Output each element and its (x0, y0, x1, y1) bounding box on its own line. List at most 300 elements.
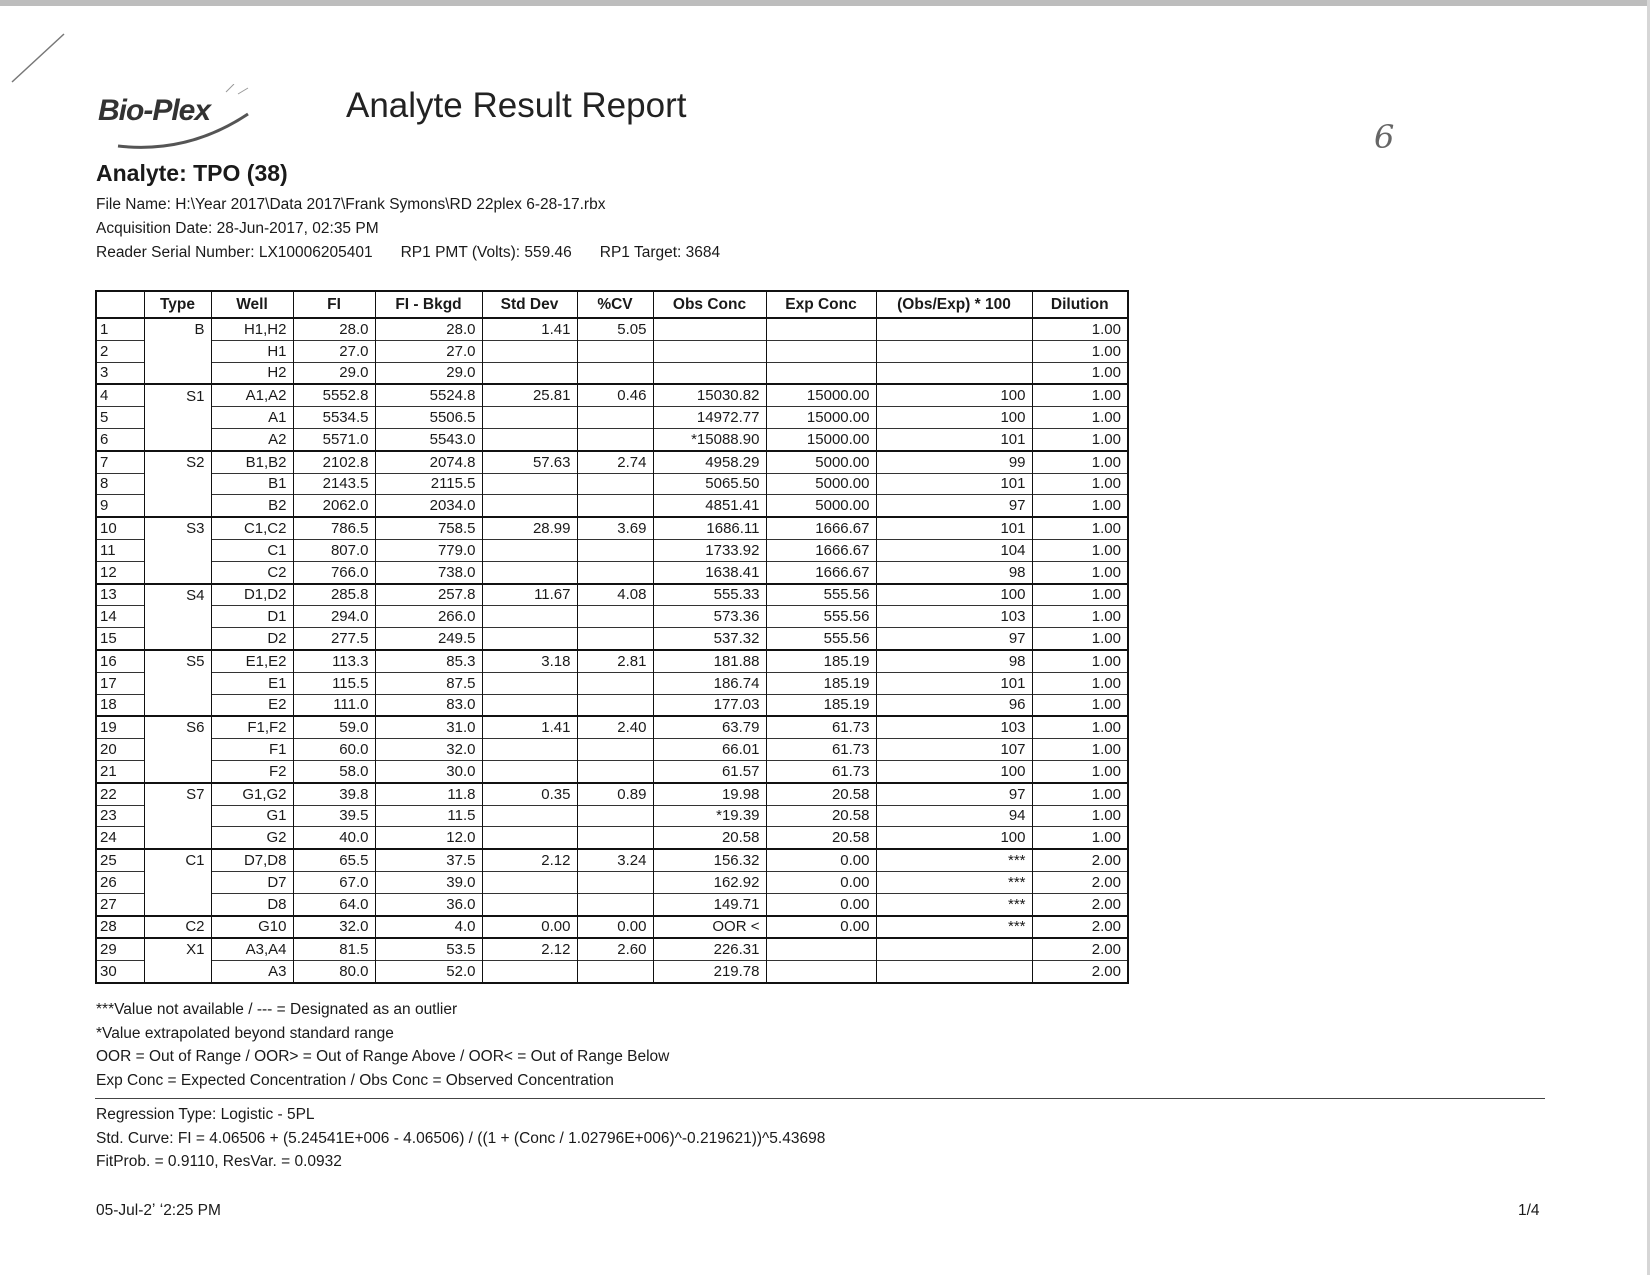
bio-plex-logo (98, 84, 268, 154)
row-index: 5 (96, 407, 144, 429)
row-type (144, 760, 211, 782)
file-name: File Name: H:\Year 2017\Data 2017\Frank Symons\RD 22plex 6-28-17.rbx (96, 196, 606, 213)
row-index: 20 (96, 739, 144, 761)
row-index: 7 (96, 451, 144, 473)
row-exp-conc: 0.00 (766, 893, 876, 915)
row-exp-conc (766, 938, 876, 960)
row-fi: 786.5 (293, 517, 375, 539)
row-fi-bkgd: 29.0 (375, 362, 482, 384)
reader-info (96, 244, 720, 262)
results-table (95, 290, 1129, 984)
row-well: C1,C2 (211, 517, 293, 539)
col-header-std-dev: Std Dev (482, 291, 577, 318)
row-obs-conc: 573.36 (653, 606, 766, 628)
row-exp-conc: 5000.00 (766, 473, 876, 495)
row-obs-exp-ratio: 101 (876, 517, 1032, 539)
row-well: A2 (211, 428, 293, 450)
col-header-obs-exp-ratio: (Obs/Exp) * 100 (876, 291, 1032, 318)
row-obs-exp-ratio: 97 (876, 628, 1032, 650)
rp1-target: RP1 Target: 3684 (599, 244, 721, 261)
row-index: 12 (96, 561, 144, 583)
row-obs-exp-ratio (876, 938, 1032, 960)
row-dilution: 1.00 (1032, 407, 1128, 429)
row-fi-bkgd: 32.0 (375, 739, 482, 761)
row-well: B1,B2 (211, 451, 293, 473)
row-fi: 60.0 (293, 739, 375, 761)
row-obs-conc (653, 340, 766, 362)
row-exp-conc: 15000.00 (766, 428, 876, 450)
row-dilution: 1.00 (1032, 672, 1128, 694)
table-row (96, 628, 1128, 650)
row-index: 17 (96, 672, 144, 694)
row-type: S5 (144, 650, 211, 672)
row-obs-exp-ratio: 97 (876, 783, 1032, 805)
row-index: 2 (96, 340, 144, 362)
row-dilution: 1.00 (1032, 606, 1128, 628)
row-fi-bkgd: 758.5 (375, 517, 482, 539)
row-exp-conc: 61.73 (766, 716, 876, 738)
row-obs-conc: 177.03 (653, 694, 766, 716)
table-row (96, 783, 1128, 805)
row-fi-bkgd: 779.0 (375, 539, 482, 561)
table-row (96, 760, 1128, 782)
row-std-dev (482, 628, 577, 650)
row-type: S3 (144, 517, 211, 539)
row-fi-bkgd: 2074.8 (375, 451, 482, 473)
row-index: 6 (96, 428, 144, 450)
note-out-of-range: OOR = Out of Range / OOR> = Out of Range Above / OOR< = Out of Range Below (96, 1048, 670, 1065)
row-obs-conc: 19.98 (653, 783, 766, 805)
row-type: S7 (144, 783, 211, 805)
row-index: 1 (96, 318, 144, 340)
row-index: 13 (96, 584, 144, 606)
row-dilution: 1.00 (1032, 495, 1128, 517)
row-obs-exp-ratio: 104 (876, 539, 1032, 561)
row-obs-conc (653, 362, 766, 384)
col-header-obs-conc: Obs Conc (653, 291, 766, 318)
row-fi-bkgd: 36.0 (375, 893, 482, 915)
row-exp-conc: 1666.67 (766, 517, 876, 539)
row-fi-bkgd: 257.8 (375, 584, 482, 606)
row-cv: 0.00 (577, 916, 653, 939)
row-exp-conc: 15000.00 (766, 384, 876, 406)
row-fi: 58.0 (293, 760, 375, 782)
row-obs-conc: 156.32 (653, 849, 766, 871)
row-well: D7 (211, 871, 293, 893)
row-obs-conc: 149.71 (653, 893, 766, 915)
row-fi: 29.0 (293, 362, 375, 384)
standard-curve: Std. Curve: FI = 4.06506 + (5.24541E+006 - 4.06506) / ((1 + (Conc / 1.02796E+006)^-0.219621))^5.43698 (96, 1129, 826, 1147)
row-well: G1 (211, 805, 293, 827)
row-fi-bkgd: 30.0 (375, 760, 482, 782)
row-well: D8 (211, 893, 293, 915)
table-row (96, 938, 1128, 960)
row-fi: 113.3 (293, 650, 375, 672)
row-dilution: 1.00 (1032, 783, 1128, 805)
row-fi-bkgd: 11.8 (375, 783, 482, 805)
row-well: F2 (211, 760, 293, 782)
row-fi: 285.8 (293, 584, 375, 606)
row-std-dev (482, 606, 577, 628)
row-obs-conc: 4851.41 (653, 495, 766, 517)
row-index: 23 (96, 805, 144, 827)
row-type (144, 428, 211, 450)
legend-notes (96, 998, 669, 1092)
table-row (96, 495, 1128, 517)
row-obs-exp-ratio: 100 (876, 827, 1032, 849)
row-obs-conc: 15030.82 (653, 384, 766, 406)
row-dilution: 1.00 (1032, 428, 1128, 450)
row-dilution: 1.00 (1032, 650, 1128, 672)
table-row (96, 716, 1128, 738)
col-header-cv: %CV (577, 291, 653, 318)
row-std-dev (482, 893, 577, 915)
row-obs-exp-ratio (876, 340, 1032, 362)
scan-edge (0, 0, 1650, 6)
row-std-dev (482, 805, 577, 827)
row-std-dev: 0.00 (482, 916, 577, 939)
row-type (144, 628, 211, 650)
row-index: 14 (96, 606, 144, 628)
row-obs-conc: 5065.50 (653, 473, 766, 495)
row-obs-conc: 181.88 (653, 650, 766, 672)
row-std-dev (482, 871, 577, 893)
row-std-dev: 25.81 (482, 384, 577, 406)
row-fi: 28.0 (293, 318, 375, 340)
table-row (96, 694, 1128, 716)
row-std-dev: 1.41 (482, 318, 577, 340)
row-fi: 115.5 (293, 672, 375, 694)
row-index: 3 (96, 362, 144, 384)
row-fi-bkgd: 249.5 (375, 628, 482, 650)
row-fi-bkgd: 5543.0 (375, 428, 482, 450)
row-well: E2 (211, 694, 293, 716)
row-exp-conc (766, 362, 876, 384)
row-type (144, 340, 211, 362)
table-row (96, 672, 1128, 694)
row-index: 29 (96, 938, 144, 960)
footer-page-number: 1/4 (1518, 1202, 1540, 1219)
table-row (96, 916, 1128, 939)
acquisition-date: Acquisition Date: 28-Jun-2017, 02:35 PM (96, 220, 379, 237)
row-exp-conc: 1666.67 (766, 561, 876, 583)
report-title: Analyte Result Report (346, 86, 687, 125)
row-dilution: 2.00 (1032, 893, 1128, 915)
row-obs-exp-ratio: 107 (876, 739, 1032, 761)
row-type: C2 (144, 916, 211, 939)
row-cv: 2.60 (577, 938, 653, 960)
row-dilution: 1.00 (1032, 340, 1128, 362)
row-cv (577, 628, 653, 650)
table-row (96, 428, 1128, 450)
row-std-dev (482, 672, 577, 694)
row-fi: 67.0 (293, 871, 375, 893)
row-exp-conc: 185.19 (766, 694, 876, 716)
analyte-heading: Analyte: TPO (38) (96, 160, 288, 186)
row-cv (577, 340, 653, 362)
row-fi-bkgd: 4.0 (375, 916, 482, 939)
row-obs-conc: 1638.41 (653, 561, 766, 583)
row-cv: 0.89 (577, 783, 653, 805)
row-well: A1 (211, 407, 293, 429)
row-obs-conc: *15088.90 (653, 428, 766, 450)
row-obs-exp-ratio: 100 (876, 384, 1032, 406)
row-fi: 32.0 (293, 916, 375, 939)
row-cv (577, 805, 653, 827)
row-fi-bkgd: 83.0 (375, 694, 482, 716)
row-dilution: 1.00 (1032, 318, 1128, 340)
row-fi: 111.0 (293, 694, 375, 716)
row-exp-conc: 61.73 (766, 760, 876, 782)
handwritten-page-mark: 6 (1374, 118, 1395, 156)
table-row (96, 871, 1128, 893)
row-well: C1 (211, 539, 293, 561)
row-index: 19 (96, 716, 144, 738)
row-obs-exp-ratio: 100 (876, 407, 1032, 429)
row-type (144, 539, 211, 561)
row-cv: 3.69 (577, 517, 653, 539)
row-type: X1 (144, 938, 211, 960)
note-extrapolated: *Value extrapolated beyond standard range (96, 1024, 394, 1042)
row-exp-conc: 185.19 (766, 650, 876, 672)
row-index: 21 (96, 760, 144, 782)
row-dilution: 1.00 (1032, 827, 1128, 849)
row-cv: 4.08 (577, 584, 653, 606)
row-well: H2 (211, 362, 293, 384)
row-type: B (144, 318, 211, 340)
row-index: 11 (96, 539, 144, 561)
row-index: 16 (96, 650, 144, 672)
row-fi-bkgd: 5506.5 (375, 407, 482, 429)
row-type (144, 871, 211, 893)
row-obs-exp-ratio: 101 (876, 428, 1032, 450)
row-cv: 2.74 (577, 451, 653, 473)
row-obs-conc: OOR < (653, 916, 766, 939)
row-well: A3,A4 (211, 938, 293, 960)
table-row (96, 606, 1128, 628)
row-fi-bkgd: 52.0 (375, 961, 482, 983)
row-dilution: 1.00 (1032, 739, 1128, 761)
row-std-dev (482, 362, 577, 384)
row-cv (577, 827, 653, 849)
row-std-dev (482, 495, 577, 517)
row-index: 26 (96, 871, 144, 893)
table-row (96, 384, 1128, 406)
row-type (144, 672, 211, 694)
row-obs-conc: *19.39 (653, 805, 766, 827)
section-divider (95, 1098, 1545, 1099)
row-index: 22 (96, 783, 144, 805)
row-dilution: 1.00 (1032, 473, 1128, 495)
row-obs-exp-ratio: 103 (876, 606, 1032, 628)
row-well: G2 (211, 827, 293, 849)
row-std-dev: 2.12 (482, 938, 577, 960)
row-fi-bkgd: 37.5 (375, 849, 482, 871)
table-row (96, 539, 1128, 561)
row-obs-conc: 14972.77 (653, 407, 766, 429)
row-std-dev: 0.35 (482, 783, 577, 805)
row-obs-conc: 1733.92 (653, 539, 766, 561)
row-std-dev (482, 827, 577, 849)
row-fi: 65.5 (293, 849, 375, 871)
table-row (96, 407, 1128, 429)
row-obs-conc: 66.01 (653, 739, 766, 761)
row-exp-conc: 15000.00 (766, 407, 876, 429)
row-type: S1 (144, 384, 211, 406)
row-std-dev (482, 340, 577, 362)
row-obs-exp-ratio: 100 (876, 760, 1032, 782)
row-std-dev: 11.67 (482, 584, 577, 606)
row-fi: 27.0 (293, 340, 375, 362)
row-exp-conc: 20.58 (766, 805, 876, 827)
row-cv (577, 561, 653, 583)
row-obs-conc: 61.57 (653, 760, 766, 782)
row-std-dev (482, 760, 577, 782)
row-std-dev (482, 473, 577, 495)
table-row (96, 650, 1128, 672)
row-obs-exp-ratio: *** (876, 916, 1032, 939)
row-fi: 294.0 (293, 606, 375, 628)
row-exp-conc (766, 318, 876, 340)
row-index: 24 (96, 827, 144, 849)
fit-probability: FitProb. = 0.9110, ResVar. = 0.0932 (96, 1153, 342, 1170)
table-row (96, 561, 1128, 583)
row-fi-bkgd: 738.0 (375, 561, 482, 583)
row-fi: 39.8 (293, 783, 375, 805)
row-fi-bkgd: 39.0 (375, 871, 482, 893)
row-obs-exp-ratio (876, 362, 1032, 384)
row-exp-conc (766, 961, 876, 983)
row-exp-conc: 185.19 (766, 672, 876, 694)
row-dilution: 1.00 (1032, 716, 1128, 738)
row-fi-bkgd: 11.5 (375, 805, 482, 827)
row-index: 8 (96, 473, 144, 495)
row-dilution: 1.00 (1032, 805, 1128, 827)
row-obs-exp-ratio: 101 (876, 672, 1032, 694)
row-fi-bkgd: 87.5 (375, 672, 482, 694)
row-exp-conc: 555.56 (766, 584, 876, 606)
row-obs-conc: 63.79 (653, 716, 766, 738)
row-std-dev (482, 739, 577, 761)
row-dilution: 1.00 (1032, 384, 1128, 406)
row-index: 18 (96, 694, 144, 716)
row-dilution: 1.00 (1032, 561, 1128, 583)
row-fi: 5571.0 (293, 428, 375, 450)
row-cv (577, 473, 653, 495)
row-type (144, 827, 211, 849)
row-std-dev: 3.18 (482, 650, 577, 672)
footer-print-date: 05-Jul-2ʼ ʻ2:25 PM (96, 1202, 221, 1219)
row-obs-exp-ratio: 97 (876, 495, 1032, 517)
row-fi: 2062.0 (293, 495, 375, 517)
row-cv: 5.05 (577, 318, 653, 340)
row-type (144, 739, 211, 761)
row-fi: 2143.5 (293, 473, 375, 495)
row-exp-conc: 1666.67 (766, 539, 876, 561)
row-obs-conc: 226.31 (653, 938, 766, 960)
row-exp-conc: 0.00 (766, 916, 876, 939)
row-type (144, 473, 211, 495)
row-cv (577, 407, 653, 429)
row-index: 4 (96, 384, 144, 406)
row-well: A1,A2 (211, 384, 293, 406)
row-type: C1 (144, 849, 211, 871)
row-type: S6 (144, 716, 211, 738)
row-dilution: 1.00 (1032, 694, 1128, 716)
row-well: E1,E2 (211, 650, 293, 672)
row-fi-bkgd: 2115.5 (375, 473, 482, 495)
row-cv (577, 606, 653, 628)
row-type (144, 694, 211, 716)
row-obs-conc: 162.92 (653, 871, 766, 893)
row-cv (577, 694, 653, 716)
row-obs-exp-ratio: 96 (876, 694, 1032, 716)
row-obs-exp-ratio: *** (876, 849, 1032, 871)
row-exp-conc: 61.73 (766, 739, 876, 761)
row-std-dev (482, 407, 577, 429)
row-well: G10 (211, 916, 293, 939)
col-header-exp-conc: Exp Conc (766, 291, 876, 318)
row-obs-exp-ratio: 103 (876, 716, 1032, 738)
row-std-dev (482, 539, 577, 561)
row-exp-conc: 555.56 (766, 606, 876, 628)
row-obs-exp-ratio: 100 (876, 584, 1032, 606)
row-well: D7,D8 (211, 849, 293, 871)
table-row (96, 362, 1128, 384)
row-fi-bkgd: 31.0 (375, 716, 482, 738)
row-fi: 5534.5 (293, 407, 375, 429)
row-std-dev: 28.99 (482, 517, 577, 539)
row-obs-exp-ratio: 94 (876, 805, 1032, 827)
row-type (144, 893, 211, 915)
row-fi-bkgd: 28.0 (375, 318, 482, 340)
row-std-dev (482, 428, 577, 450)
row-well: F1,F2 (211, 716, 293, 738)
table-row (96, 805, 1128, 827)
row-type (144, 805, 211, 827)
row-fi-bkgd: 5524.8 (375, 384, 482, 406)
row-obs-conc: 20.58 (653, 827, 766, 849)
row-fi: 81.5 (293, 938, 375, 960)
row-well: G1,G2 (211, 783, 293, 805)
row-std-dev (482, 561, 577, 583)
row-obs-conc: 4958.29 (653, 451, 766, 473)
row-well: D2 (211, 628, 293, 650)
row-cv: 2.81 (577, 650, 653, 672)
table-row (96, 961, 1128, 983)
row-cv (577, 739, 653, 761)
row-obs-exp-ratio: 98 (876, 561, 1032, 583)
table-row (96, 517, 1128, 539)
row-fi: 807.0 (293, 539, 375, 561)
reader-serial: Reader Serial Number: LX10006205401 (96, 244, 373, 261)
table-row (96, 584, 1128, 606)
row-fi: 40.0 (293, 827, 375, 849)
row-cv: 0.46 (577, 384, 653, 406)
row-exp-conc: 20.58 (766, 827, 876, 849)
row-exp-conc: 20.58 (766, 783, 876, 805)
row-dilution: 1.00 (1032, 628, 1128, 650)
row-exp-conc: 0.00 (766, 849, 876, 871)
row-exp-conc: 0.00 (766, 871, 876, 893)
row-std-dev (482, 961, 577, 983)
row-fi-bkgd: 266.0 (375, 606, 482, 628)
row-fi: 766.0 (293, 561, 375, 583)
regression-info (96, 1103, 825, 1174)
row-fi-bkgd: 85.3 (375, 650, 482, 672)
row-fi-bkgd: 27.0 (375, 340, 482, 362)
table-row (96, 849, 1128, 871)
